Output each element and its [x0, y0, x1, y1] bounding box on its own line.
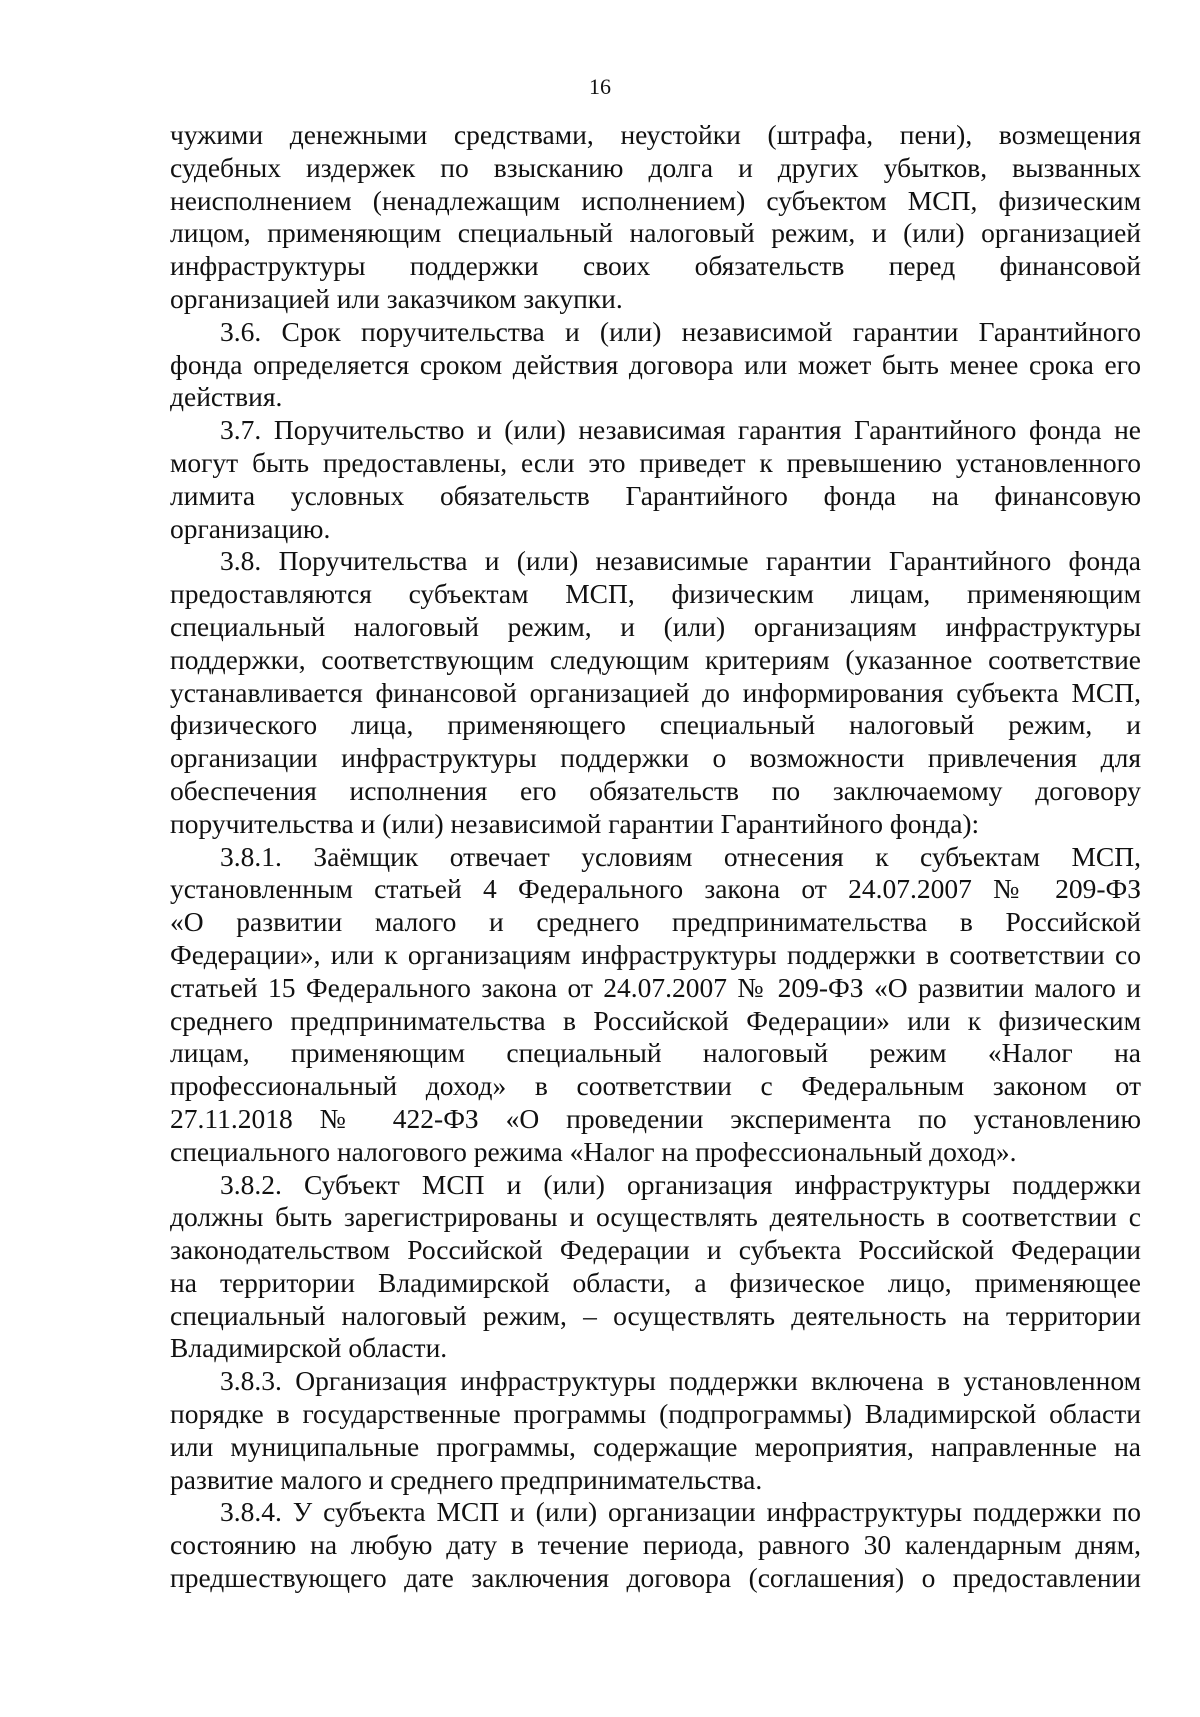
- text-line: лимита условных обязательств Гарантийного фонда на финансовую: [170, 479, 1141, 511]
- text-line: организацией или заказчиком закупки.: [170, 282, 623, 314]
- text-line: специальный налоговый режим, и (или) организациям инфраструктуры: [170, 610, 1141, 642]
- text-line: или муниципальные программы, содержащие мероприятия, направленные на: [170, 1430, 1141, 1462]
- text-line: 3.8. Поручительства и (или) независимые гарантии Гарантийного фонда: [220, 545, 1141, 577]
- text-line: 27.11.2018 № 422-ФЗ «О проведении эксперимента по установлению: [170, 1102, 1141, 1134]
- text-line: 3.7. Поручительство и (или) независимая гарантия Гарантийного фонда не: [220, 414, 1141, 446]
- text-line: 3.8.4. У субъекта МСП и (или) организации инфраструктуры поддержки по: [220, 1496, 1141, 1528]
- text-line: специальный налоговый режим, – осуществлять деятельность на территории: [170, 1299, 1141, 1331]
- text-line: лицам, применяющим специальный налоговый режим «Налог на: [170, 1037, 1141, 1069]
- page-number: 16: [589, 74, 611, 99]
- text-line: 3.8.2. Субъект МСП и (или) организация инфраструктуры поддержки: [220, 1168, 1141, 1200]
- text-line: неисполнением (ненадлежащим исполнением) субъектом МСП, физическим: [170, 184, 1141, 216]
- text-line: состоянию на любую дату в течение периода, равного 30 календарным дням,: [170, 1529, 1141, 1561]
- text-line: могут быть предоставлены, если это приведет к превышению установленного: [170, 446, 1141, 478]
- text-line: 3.8.1. Заёмщик отвечает условиям отнесения к субъектам МСП,: [220, 840, 1141, 872]
- text-line: организацию.: [170, 512, 331, 544]
- text-line: чужими денежными средствами, неустойки (штрафа, пени), возмещения: [170, 119, 1141, 150]
- text-line: устанавливается финансовой организацией до информирования субъекта МСП,: [170, 676, 1141, 708]
- document-body: [170, 119, 1141, 1595]
- text-line: специального налогового режима «Налог на профессиональный доход».: [170, 1135, 1017, 1167]
- text-line: поручительства и (или) независимой гарантии Гарантийного фонда):: [170, 807, 980, 839]
- text-line: предшествующего дате заключения договора (соглашения) о предоставлении: [170, 1562, 1141, 1594]
- text-line: профессиональный доход» в соответствии с Федеральным законом от: [170, 1070, 1141, 1102]
- text-line: организации инфраструктуры поддержки о возможности привлечения для: [170, 742, 1141, 774]
- text-line: законодательством Российской Федерации и субъекта Российской Федерации: [170, 1234, 1141, 1266]
- text-line: поддержки, соответствующим следующим критериям (указанное соответствие: [170, 643, 1141, 675]
- text-line: на территории Владимирской области, а физическое лицо, применяющее: [170, 1266, 1141, 1298]
- text-line: предоставляются субъектам МСП, физическим лицам, применяющим: [170, 578, 1141, 610]
- text-line: 3.8.3. Организация инфраструктуры поддержки включена в установленном: [220, 1365, 1141, 1397]
- text-line: установленным статьей 4 Федерального закона от 24.07.2007 № 209-ФЗ: [170, 873, 1141, 905]
- text-line: порядке в государственные программы (подпрограммы) Владимирской области: [170, 1398, 1141, 1430]
- text-line: фонда определяется сроком действия договора или может быть менее срока его: [170, 348, 1141, 380]
- text-line: среднего предпринимательства в Российской Федерации» или к физическим: [170, 1004, 1141, 1036]
- text-line: физического лица, применяющего специальный налоговый режим, и: [170, 709, 1141, 741]
- text-line: лицом, применяющим специальный налоговый режим, и (или) организацией: [170, 217, 1141, 249]
- text-line: судебных издержек по взысканию долга и других убытков, вызванных: [170, 151, 1141, 183]
- text-line: Федерации», или к организациям инфраструктуры поддержки в соответствии со: [170, 938, 1141, 970]
- text-line: «О развитии малого и среднего предпринимательства в Российской: [170, 906, 1141, 938]
- text-line: Владимирской области.: [170, 1332, 448, 1364]
- text-line: 3.6. Срок поручительства и (или) независимой гарантии Гарантийного: [220, 315, 1141, 347]
- text-line: действия.: [170, 381, 283, 413]
- text-line: должны быть зарегистрированы и осуществлять деятельность в соответствии с: [170, 1201, 1141, 1233]
- text-line: развитие малого и среднего предпринимательства.: [170, 1463, 763, 1495]
- text-line: статьей 15 Федерального закона от 24.07.2007 № 209-ФЗ «О развитии малого и: [170, 971, 1141, 1003]
- text-line: инфраструктуры поддержки своих обязательств перед финансовой: [170, 250, 1141, 282]
- text-line: обеспечения исполнения его обязательств по заключаемому договору: [170, 774, 1141, 806]
